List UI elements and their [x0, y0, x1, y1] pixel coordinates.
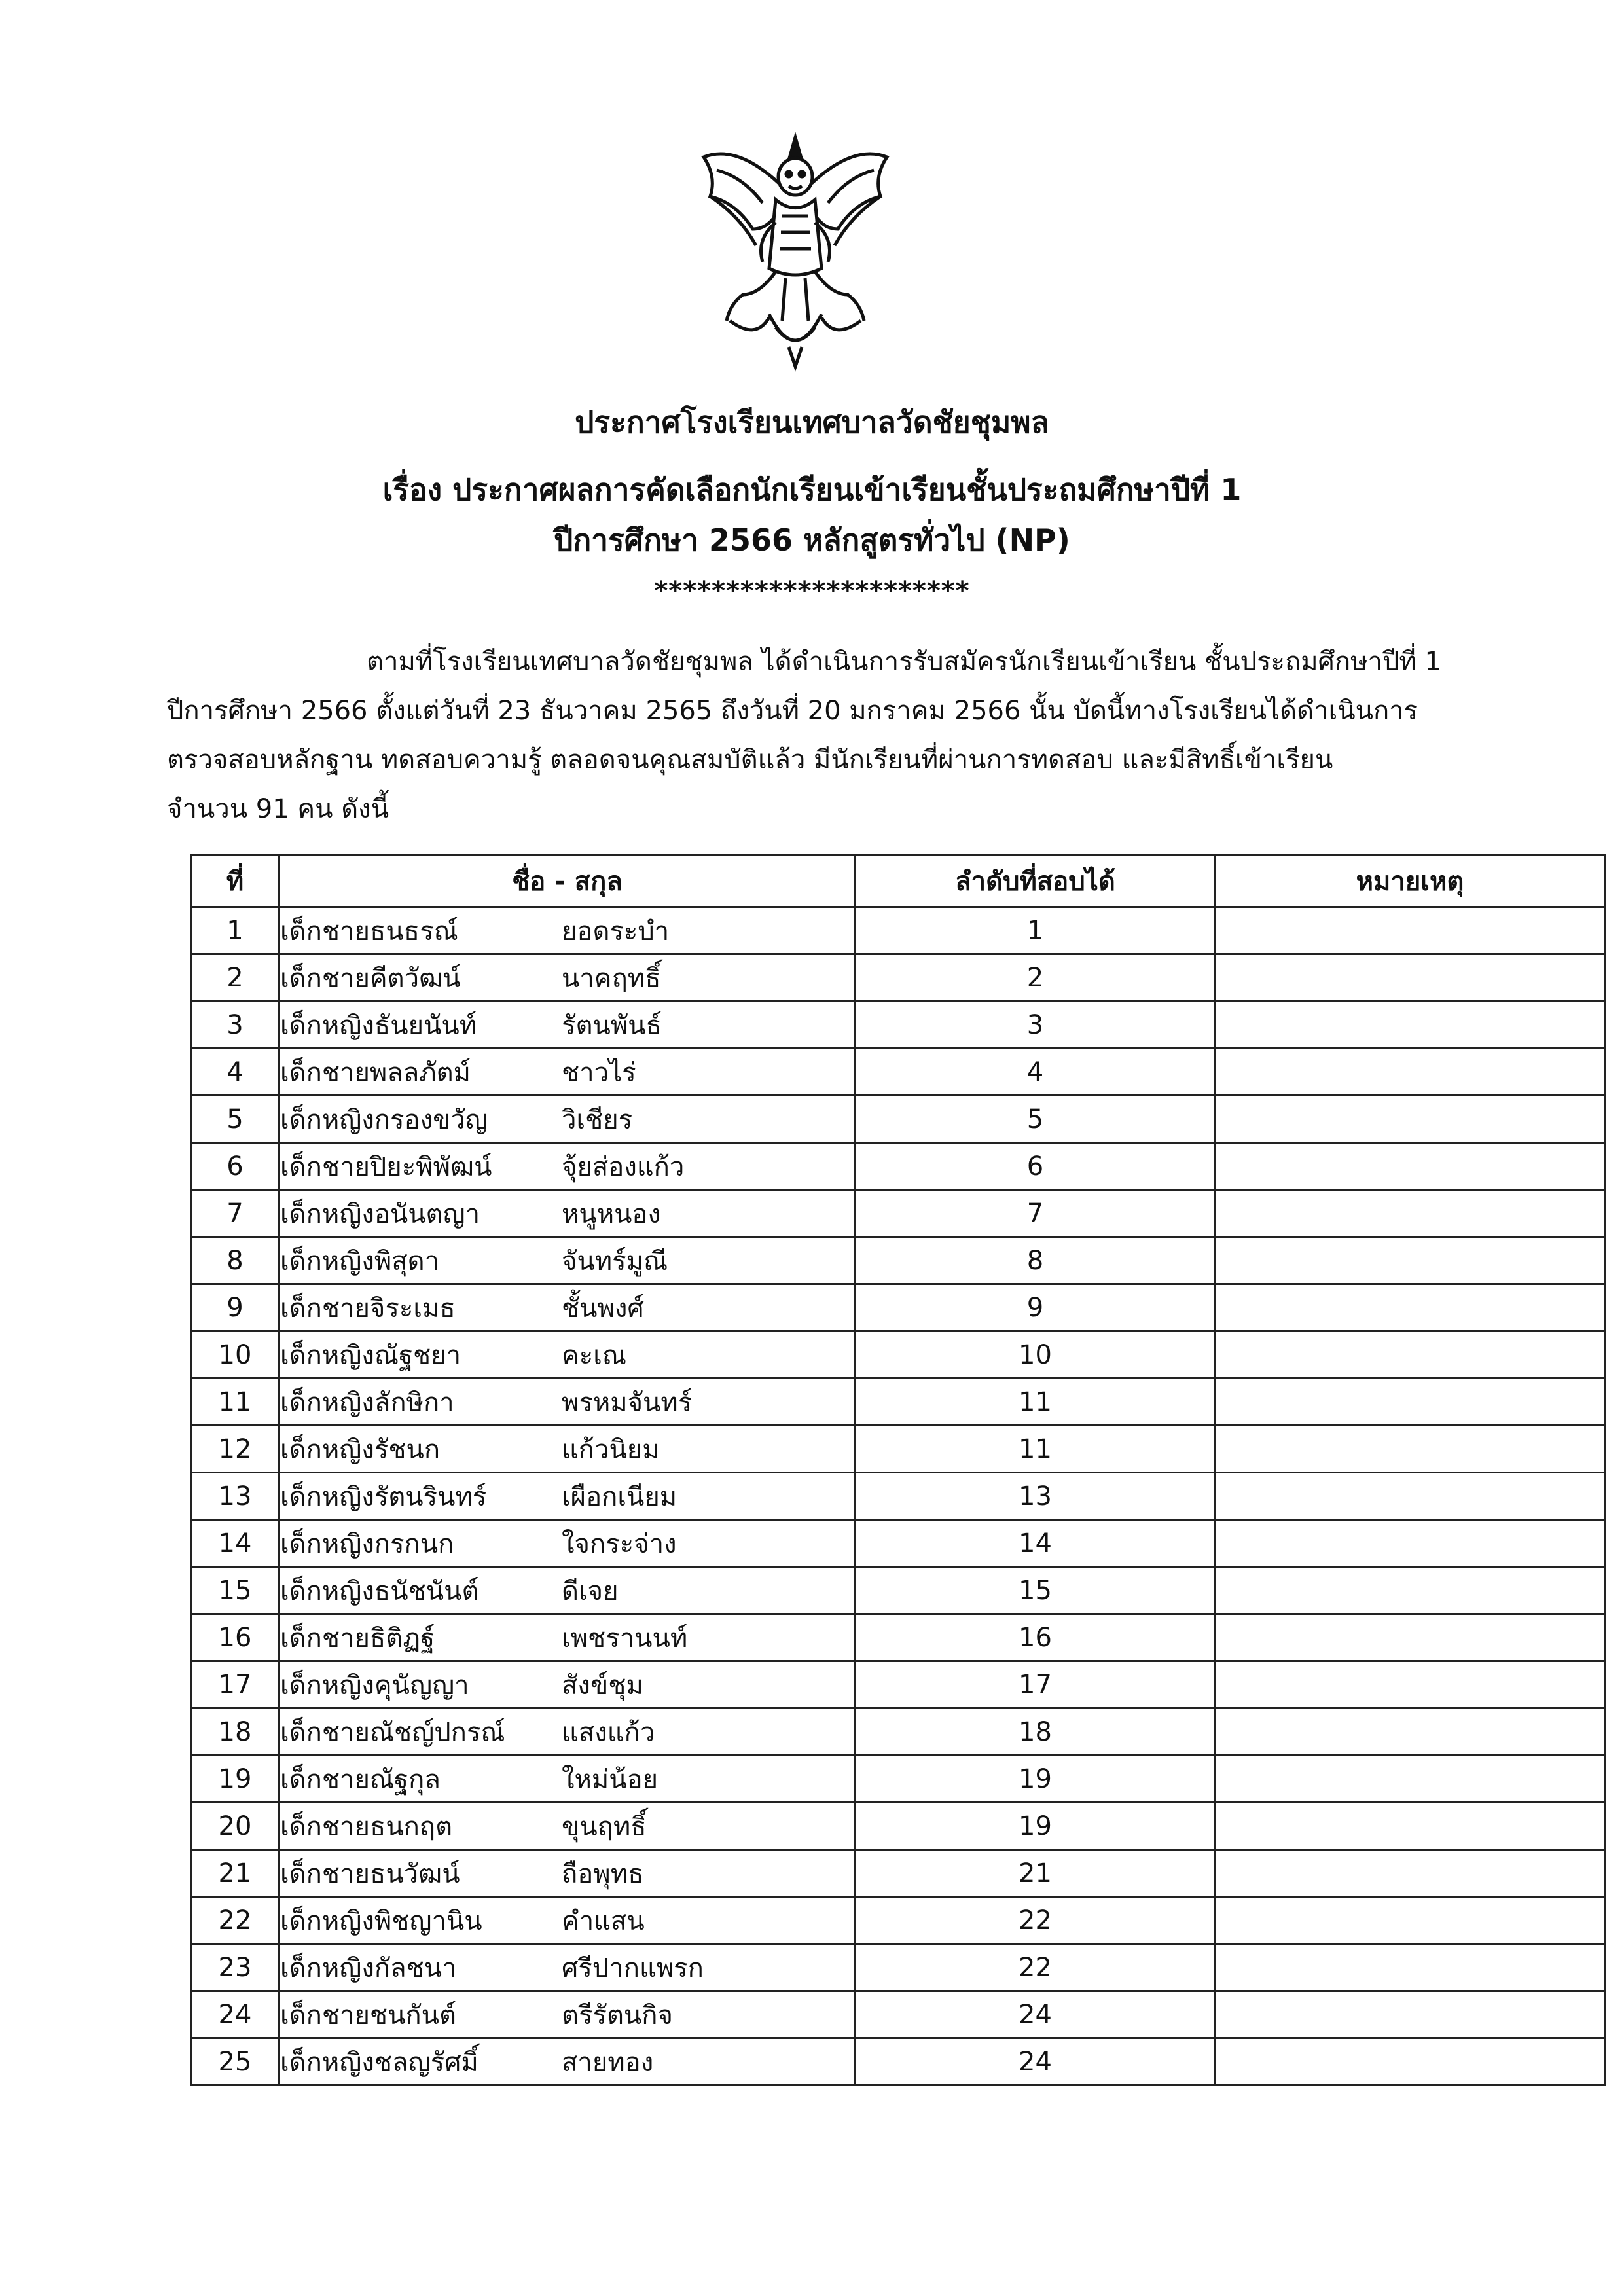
exam-rank: 14 — [856, 1520, 1216, 1567]
last-name: พรหมจันทร์ — [562, 1387, 693, 1418]
row-number: 23 — [191, 1944, 280, 1991]
table-row — [191, 1614, 1605, 1661]
first-name: เด็กหญิงกัลชนา — [280, 1953, 457, 1983]
remark-cell — [1216, 1426, 1605, 1473]
exam-rank: 3 — [856, 1002, 1216, 1049]
remark-cell — [1216, 1190, 1605, 1237]
table-row — [191, 1473, 1605, 1520]
remark-cell — [1216, 907, 1605, 954]
first-name: เด็กหญิงชลญรัศมิ์ — [280, 2047, 478, 2078]
first-name: เด็กหญิงธนัชนันต์ — [280, 1576, 479, 1606]
table-row — [191, 1991, 1605, 2038]
first-name: เด็กหญิงรัตนรินทร์ — [280, 1481, 487, 1512]
first-name: เด็กชายจิระเมธ — [280, 1293, 456, 1324]
row-number: 17 — [191, 1661, 280, 1708]
last-name: ศรีปากแพรก — [562, 1953, 704, 1983]
first-name: เด็กหญิงคุนัญญา — [280, 1670, 469, 1701]
row-number: 9 — [191, 1284, 280, 1331]
exam-rank: 13 — [856, 1473, 1216, 1520]
header-name: ชื่อ - สกุล — [280, 856, 856, 907]
student-name — [280, 1567, 856, 1614]
first-name: เด็กชายคีตวัฒน์ — [280, 963, 461, 994]
exam-rank: 21 — [856, 1850, 1216, 1897]
first-name: เด็กหญิงกรกนก — [280, 1528, 454, 1559]
row-number: 10 — [191, 1331, 280, 1379]
student-name — [280, 1237, 856, 1284]
table-row — [191, 1944, 1605, 1991]
last-name: เพชรานนท์ — [562, 1623, 688, 1653]
first-name: เด็กชายธนธรณ์ — [280, 916, 458, 947]
student-name — [280, 1049, 856, 1096]
remark-cell — [1216, 1331, 1605, 1379]
exam-rank: 2 — [856, 954, 1216, 1002]
row-number: 12 — [191, 1426, 280, 1473]
header-note: หมายเหตุ — [1216, 856, 1605, 907]
row-number: 11 — [191, 1379, 280, 1426]
student-name — [280, 1379, 856, 1426]
remark-cell — [1216, 1002, 1605, 1049]
student-name — [280, 1614, 856, 1661]
first-name: เด็กชายธนวัฒน์ — [280, 1858, 460, 1889]
student-name — [280, 1096, 856, 1143]
paragraph-line-2: ปีการศึกษา 2566 ตั้งแต่วันที่ 23 ธันวาคม 2565 ถึงวันที่ 20 มกราคม 2566 นั้น บัดนี้ทางโรงเรียนได้ดำเนินการ — [167, 696, 1418, 726]
last-name: ยอดระบำ — [562, 916, 670, 947]
exam-rank: 16 — [856, 1614, 1216, 1661]
exam-rank: 8 — [856, 1237, 1216, 1284]
first-name: เด็กหญิงรัชนก — [280, 1434, 441, 1465]
last-name: ชั้นพงศ์ — [562, 1293, 644, 1324]
academic-year-line: ปีการศึกษา 2566 หลักสูตรทั่วไป (NP) — [554, 522, 1070, 558]
student-name — [280, 1520, 856, 1567]
exam-rank: 22 — [856, 1944, 1216, 1991]
student-name — [280, 907, 856, 954]
exam-rank: 24 — [856, 2038, 1216, 2086]
first-name: เด็กหญิงกรองขวัญ — [280, 1104, 488, 1135]
row-number: 7 — [191, 1190, 280, 1237]
student-name — [280, 1991, 856, 2038]
student-name — [280, 1331, 856, 1379]
paragraph-line-1: ตามที่โรงเรียนเทศบาลวัดชัยชุมพล ได้ดำเนินการรับสมัครนักเรียนเข้าเรียน ชั้นประถมศึกษาปีที่ 1 — [367, 647, 1441, 677]
exam-rank: 17 — [856, 1661, 1216, 1708]
last-name: นาคฤทธิ์ — [562, 963, 661, 994]
exam-rank: 10 — [856, 1331, 1216, 1379]
student-name — [280, 1473, 856, 1520]
header-rank: ลำดับที่สอบได้ — [856, 856, 1216, 907]
row-number: 25 — [191, 2038, 280, 2086]
exam-rank: 11 — [856, 1379, 1216, 1426]
student-name — [280, 1897, 856, 1944]
remark-cell — [1216, 1661, 1605, 1708]
last-name: รัตนพันธ์ — [562, 1010, 662, 1041]
remark-cell — [1216, 1850, 1605, 1897]
exam-rank: 24 — [856, 1991, 1216, 2038]
exam-rank: 11 — [856, 1426, 1216, 1473]
exam-rank: 9 — [856, 1284, 1216, 1331]
remark-cell — [1216, 1567, 1605, 1614]
last-name: จันทร์มูณี — [562, 1246, 668, 1276]
student-name — [280, 2038, 856, 2086]
student-name — [280, 1426, 856, 1473]
header-no: ที่ — [191, 856, 280, 907]
student-name — [280, 1284, 856, 1331]
table-row — [191, 1190, 1605, 1237]
remark-cell — [1216, 1944, 1605, 1991]
first-name: เด็กชายณัชญ์ปกรณ์ — [280, 1717, 505, 1748]
exam-rank: 6 — [856, 1143, 1216, 1190]
table-row — [191, 1096, 1605, 1143]
last-name: ใจกระจ่าง — [562, 1528, 677, 1559]
remark-cell — [1216, 1614, 1605, 1661]
student-name — [280, 1850, 856, 1897]
first-name: เด็กหญิงพิชญานิน — [280, 1906, 482, 1936]
remark-cell — [1216, 1284, 1605, 1331]
announcement-subject: เรื่อง ประกาศผลการคัดเลือกนักเรียนเข้าเรียนชั้นประถมศึกษาปีที่ 1 — [382, 472, 1242, 507]
exam-rank: 18 — [856, 1708, 1216, 1756]
last-name: หนูหนอง — [562, 1199, 660, 1229]
row-number: 21 — [191, 1850, 280, 1897]
first-name: เด็กหญิงธันยนันท์ — [280, 1010, 477, 1041]
last-name: คะเณ — [562, 1340, 627, 1371]
table-row — [191, 1708, 1605, 1756]
row-number: 8 — [191, 1237, 280, 1284]
exam-rank: 22 — [856, 1897, 1216, 1944]
table-row — [191, 1143, 1605, 1190]
row-number: 3 — [191, 1002, 280, 1049]
student-name — [280, 1190, 856, 1237]
table-row — [191, 1850, 1605, 1897]
table-row — [191, 1661, 1605, 1708]
results-table — [190, 854, 1606, 2086]
first-name: เด็กชายธิติฏฐ์ — [280, 1623, 435, 1653]
last-name: สังข์ชุม — [562, 1670, 643, 1701]
first-name: เด็กชายธนกฤต — [280, 1811, 453, 1842]
first-name: เด็กชายณัฐกุล — [280, 1764, 441, 1795]
last-name: คำแสน — [562, 1906, 645, 1936]
table-row — [191, 2038, 1605, 2086]
separator: ********************** — [654, 576, 970, 606]
table-row — [191, 1756, 1605, 1803]
student-name — [280, 1661, 856, 1708]
remark-cell — [1216, 1379, 1605, 1426]
last-name: ขุนฤทธิ์ — [562, 1811, 647, 1842]
last-name: ชาวไร่ — [562, 1057, 636, 1088]
exam-rank: 7 — [856, 1190, 1216, 1237]
last-name: วิเชียร — [562, 1104, 633, 1135]
first-name: เด็กหญิงณัฐชยา — [280, 1340, 461, 1371]
row-number: 5 — [191, 1096, 280, 1143]
remark-cell — [1216, 1991, 1605, 2038]
first-name: เด็กหญิงอนันตญา — [280, 1199, 480, 1229]
table-header-row — [191, 856, 1605, 907]
first-name: เด็กชายพลลภัตม์ — [280, 1057, 471, 1088]
announcement-title: ประกาศโรงเรียนเทศบาลวัดชัยชุมพล — [575, 405, 1049, 440]
last-name: ถือพุทธ — [562, 1858, 644, 1889]
table-row — [191, 1567, 1605, 1614]
remark-cell — [1216, 2038, 1605, 2086]
student-name — [280, 1708, 856, 1756]
table-row — [191, 907, 1605, 954]
row-number: 2 — [191, 954, 280, 1002]
remark-cell — [1216, 1473, 1605, 1520]
remark-cell — [1216, 1049, 1605, 1096]
garuda-emblem-icon — [691, 131, 900, 373]
table-row — [191, 1002, 1605, 1049]
table-row — [191, 1331, 1605, 1379]
row-number: 4 — [191, 1049, 280, 1096]
remark-cell — [1216, 954, 1605, 1002]
table-row — [191, 1803, 1605, 1850]
first-name: เด็กหญิงพิสุดา — [280, 1246, 440, 1276]
remark-cell — [1216, 1803, 1605, 1850]
exam-rank: 19 — [856, 1803, 1216, 1850]
last-name: สายทอง — [562, 2047, 654, 2078]
table-row — [191, 1049, 1605, 1096]
exam-rank: 1 — [856, 907, 1216, 954]
table-row — [191, 1426, 1605, 1473]
row-number: 18 — [191, 1708, 280, 1756]
row-number: 1 — [191, 907, 280, 954]
first-name: เด็กชายปิยะพิพัฒน์ — [280, 1151, 492, 1182]
student-name — [280, 1944, 856, 1991]
last-name: ดีเจย — [562, 1576, 619, 1606]
paragraph-line-4: จำนวน 91 คน ดังนี้ — [167, 794, 389, 824]
table-row — [191, 1284, 1605, 1331]
remark-cell — [1216, 1096, 1605, 1143]
student-name — [280, 954, 856, 1002]
exam-rank: 5 — [856, 1096, 1216, 1143]
last-name: เผือกเนียม — [562, 1481, 677, 1512]
last-name: แก้วนิยม — [562, 1434, 660, 1465]
table-row — [191, 1237, 1605, 1284]
row-number: 14 — [191, 1520, 280, 1567]
row-number: 6 — [191, 1143, 280, 1190]
exam-rank: 4 — [856, 1049, 1216, 1096]
row-number: 15 — [191, 1567, 280, 1614]
row-number: 24 — [191, 1991, 280, 2038]
student-name — [280, 1143, 856, 1190]
last-name: ใหม่น้อย — [562, 1764, 659, 1795]
row-number: 20 — [191, 1803, 280, 1850]
last-name: จุ้ยส่องแก้ว — [562, 1151, 685, 1182]
row-number: 16 — [191, 1614, 280, 1661]
last-name: แสงแก้ว — [562, 1717, 655, 1748]
remark-cell — [1216, 1143, 1605, 1190]
student-name — [280, 1002, 856, 1049]
student-name — [280, 1756, 856, 1803]
student-name — [280, 1803, 856, 1850]
table-row — [191, 1379, 1605, 1426]
row-number: 19 — [191, 1756, 280, 1803]
last-name: ตรีรัตนกิจ — [562, 2000, 673, 2031]
remark-cell — [1216, 1897, 1605, 1944]
row-number: 13 — [191, 1473, 280, 1520]
table-row — [191, 954, 1605, 1002]
first-name: เด็กชายชนกันต์ — [280, 2000, 456, 2031]
remark-cell — [1216, 1520, 1605, 1567]
remark-cell — [1216, 1237, 1605, 1284]
exam-rank: 15 — [856, 1567, 1216, 1614]
first-name: เด็กหญิงลักษิกา — [280, 1387, 454, 1418]
remark-cell — [1216, 1756, 1605, 1803]
table-row — [191, 1520, 1605, 1567]
table-row — [191, 1897, 1605, 1944]
remark-cell — [1216, 1708, 1605, 1756]
exam-rank: 19 — [856, 1756, 1216, 1803]
paragraph-line-3: ตรวจสอบหลักฐาน ทดสอบความรู้ ตลอดจนคุณสมบัติแล้ว มีนักเรียนที่ผ่านการทดสอบ และมีสิทธิ์เข้าเรียน — [167, 745, 1333, 775]
row-number: 22 — [191, 1897, 280, 1944]
